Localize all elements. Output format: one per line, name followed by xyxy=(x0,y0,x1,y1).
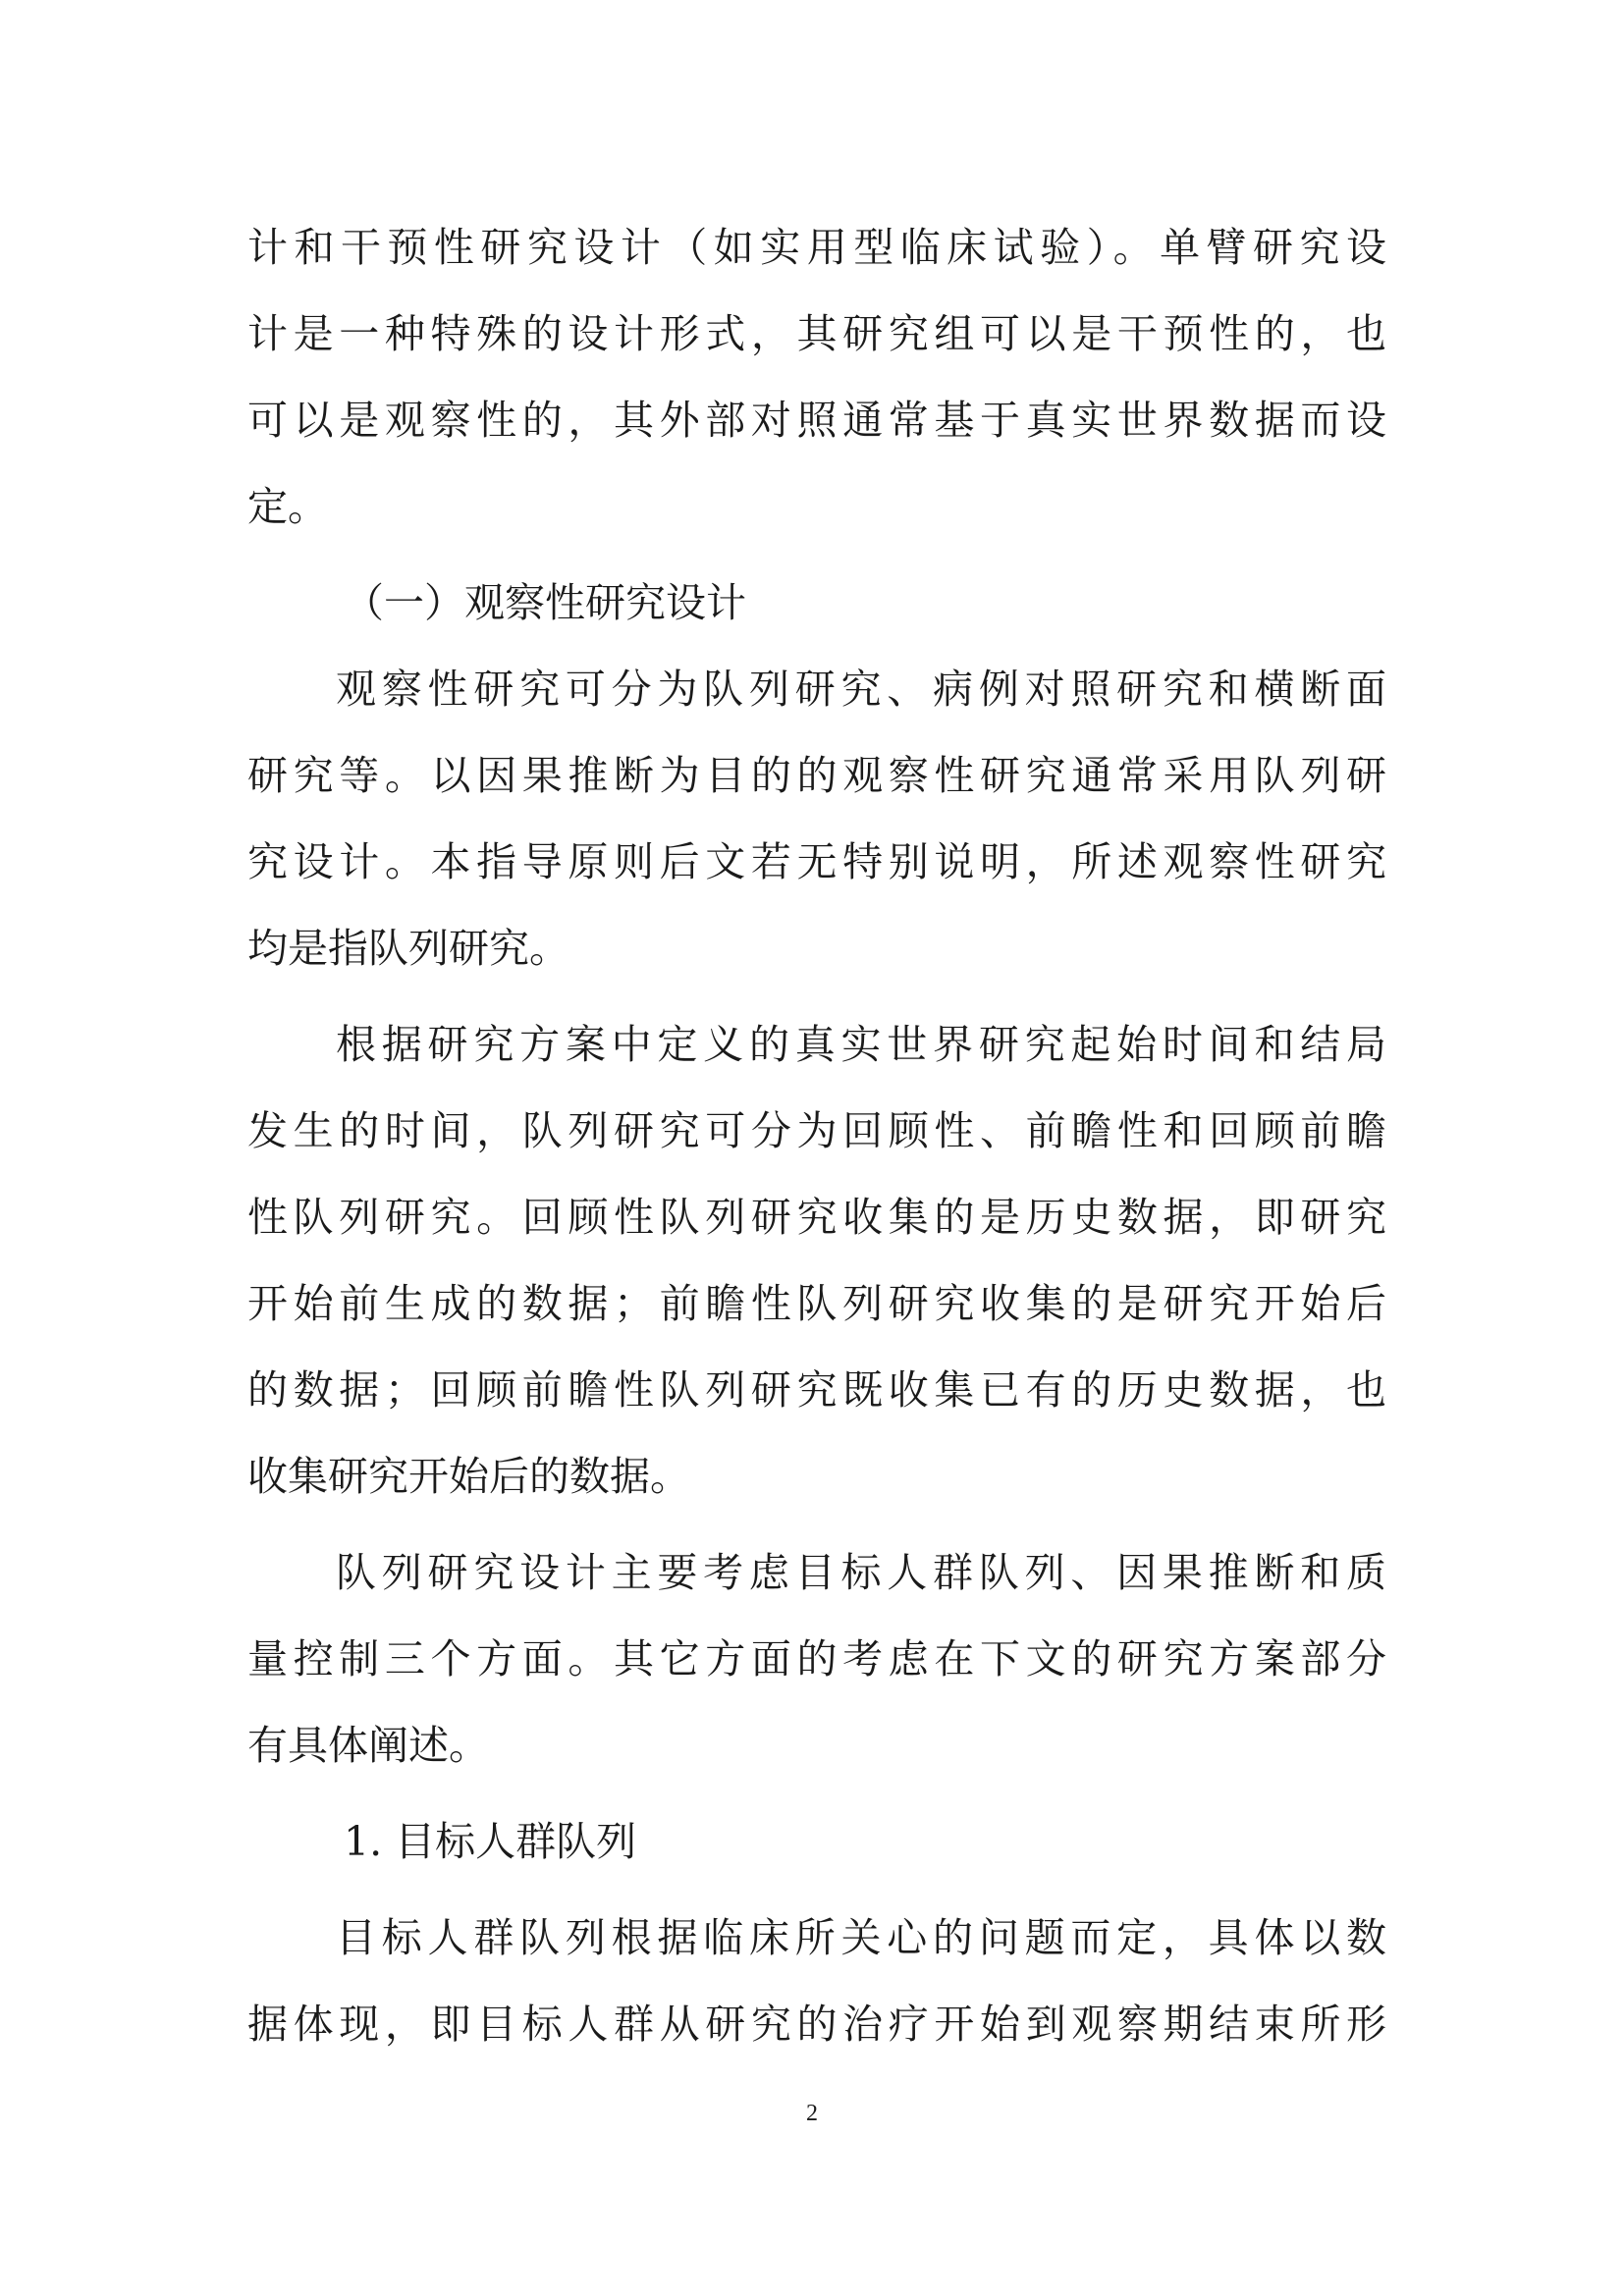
text-line: 队列研究设计主要考虑目标人群队列、因果推断和质 xyxy=(336,1549,1386,1596)
text-line: 开始前生成的数据；前瞻性队列研究收集的是研究开始后 xyxy=(247,1280,1386,1327)
text-line: 定。 xyxy=(247,483,328,530)
text-line: 研究等。以因果推断为目的的观察性研究通常采用队列研 xyxy=(247,752,1386,799)
text-line: 根据研究方案中定义的真实世界研究起始时间和结局 xyxy=(336,1021,1386,1068)
text-line: 观察性研究可分为队列研究、病例对照研究和横断面 xyxy=(336,666,1386,713)
text-line: 的数据；回顾前瞻性队列研究既收集已有的历史数据，也 xyxy=(247,1366,1386,1414)
text-line: 可以是观察性的，其外部对照通常基于真实世界数据而设 xyxy=(247,397,1386,444)
page-number: 2 xyxy=(806,2101,818,2126)
text-line: 发生的时间，队列研究可分为回顾性、前瞻性和回顾前瞻 xyxy=(247,1107,1386,1154)
text-line: 据体现，即目标人群从研究的治疗开始到观察期结束所形 xyxy=(247,2001,1386,2048)
subsection-heading: 1. 目标人群队列 xyxy=(344,1818,637,1865)
text-line: 目标人群队列根据临床所关心的问题而定，具体以数 xyxy=(336,1914,1386,1961)
text-line: 均是指队列研究。 xyxy=(247,925,569,972)
text-line: 量控制三个方面。其它方面的考虑在下文的研究方案部分 xyxy=(247,1635,1386,1682)
text-line: 收集研究开始后的数据。 xyxy=(247,1453,690,1500)
text-line: 性队列研究。回顾性队列研究收集的是历史数据，即研究 xyxy=(247,1194,1386,1241)
text-line: 究设计。本指导原则后文若无特别说明，所述观察性研究 xyxy=(247,838,1386,885)
section-heading: （一）观察性研究设计 xyxy=(344,579,746,626)
text-line: 有具体阐述。 xyxy=(247,1722,489,1769)
text-line: 计是一种特殊的设计形式，其研究组可以是干预性的，也 xyxy=(247,310,1386,357)
text-line: 计和干预性研究设计（如实用型临床试验）。单臂研究设 xyxy=(247,224,1386,271)
